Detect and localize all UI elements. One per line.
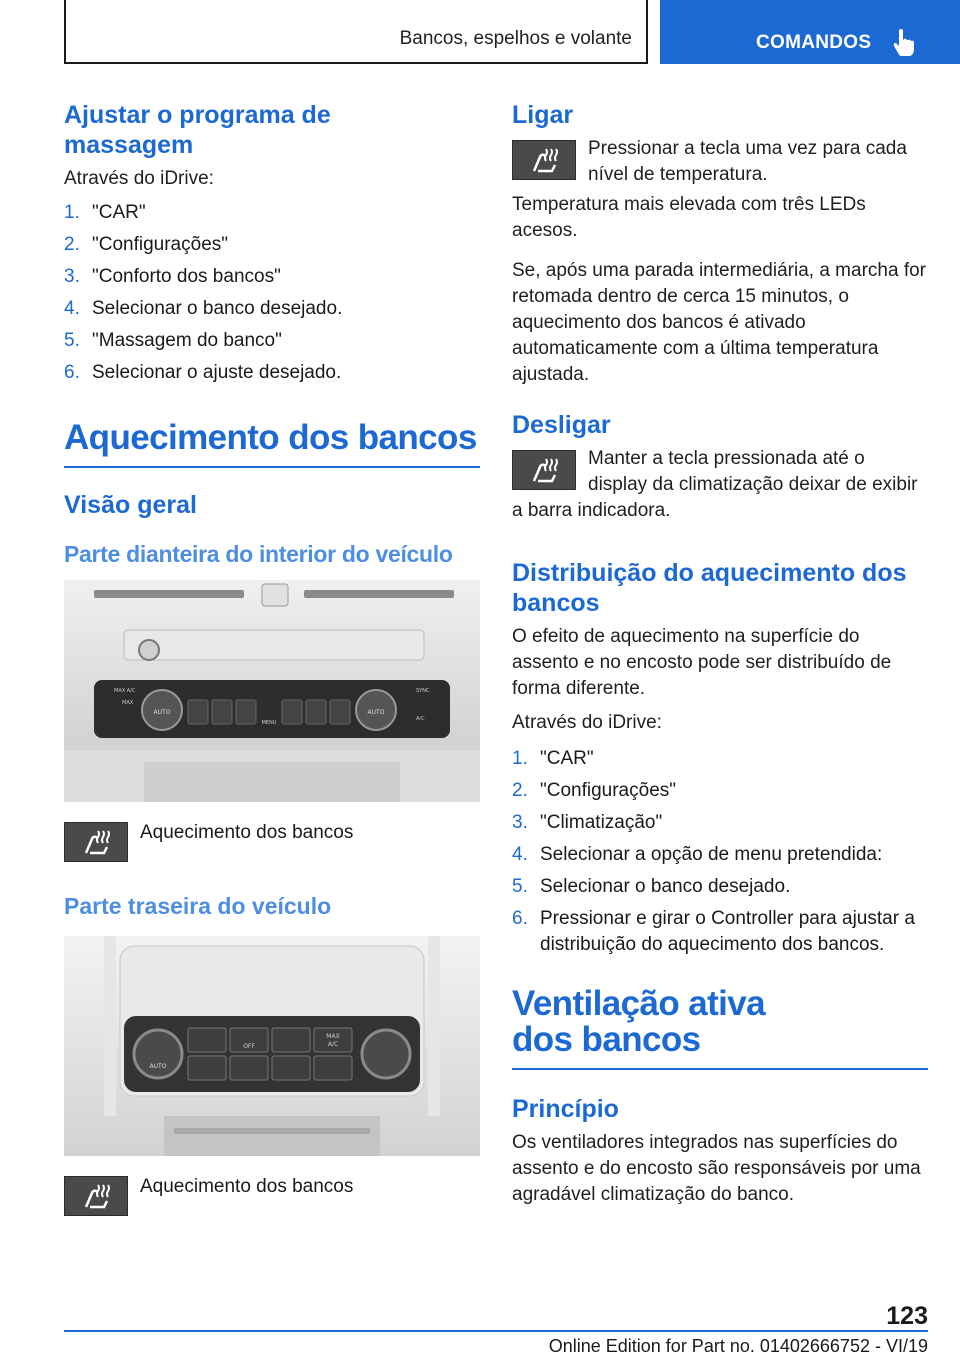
- seat-heating-icon: [64, 1176, 128, 1216]
- principle-heading: Princípio: [512, 1095, 619, 1123]
- list-item: 3. "Conforto dos bancos": [64, 266, 281, 287]
- on-text-3: Se, após uma parada intermediária, a marcha for retomada dentro de cerca 15 minutos, o aquecimento dos bancos é ativado automaticamente com a última temperatura ajustada.: [512, 260, 926, 385]
- front-menu: MENU: [261, 720, 277, 726]
- off-heading: Desligar: [512, 411, 611, 439]
- rear-off: OFF: [243, 1043, 255, 1050]
- chapter-heading: Aquecimento dos bancos: [64, 420, 480, 468]
- chapter-tab: [660, 0, 960, 64]
- overview-heading: Visão geral: [64, 491, 197, 519]
- rear-heading: Parte traseira do veículo: [64, 893, 332, 919]
- off-row: [512, 446, 928, 524]
- off-text: Manter a tecla pressionada até o display da climatização deixar de exibir a barra indicadora.: [512, 448, 918, 521]
- right-column: [512, 100, 928, 1208]
- list-item: 5. "Massagem do banco": [64, 330, 282, 351]
- list-item: 3. "Climatização": [512, 812, 663, 833]
- list-item: 2. "Configurações": [64, 234, 229, 255]
- list-item: 1. "CAR": [512, 748, 594, 769]
- rear-climate-panel-photo: [64, 936, 480, 1156]
- list-item: 6. Pressionar e girar o Controller para ajustar a distribuição do aquecimento dos bancos.: [512, 908, 915, 955]
- front-ac: A/C: [416, 716, 425, 722]
- front-heading: Parte dianteira do interior do veículo: [64, 541, 453, 567]
- rear-auto: AUTO: [149, 1063, 167, 1070]
- seat-heating-icon: [512, 140, 576, 180]
- page-number: 123: [886, 1302, 928, 1330]
- ventilation-heading: Ventilação ativa dos bancos: [512, 986, 928, 1070]
- front-caption: Aquecimento dos bancos: [140, 822, 354, 843]
- chapter-label: COMANDOS: [756, 32, 872, 53]
- footer-edition: Online Edition for Part no. 01402666752 - VI/19: [548, 1336, 928, 1356]
- distribution-intro: Através do iDrive:: [512, 712, 662, 733]
- front-climate-panel-photo: [64, 580, 480, 802]
- left-column: [64, 100, 480, 1216]
- massage-steps: [64, 200, 480, 386]
- rear-caption-row: [64, 1176, 480, 1216]
- list-item: 1. "CAR": [64, 202, 146, 223]
- front-sync: SYNC: [416, 688, 430, 694]
- distribution-heading: Distribuição do aquecimento dos bancos: [512, 559, 907, 617]
- running-header: [64, 0, 648, 64]
- principle-text: Os ventiladores integrados nas superfícies do assento e do encosto são responsáveis por uma agradável climatização do banco.: [512, 1132, 921, 1205]
- on-text: Pressionar a tecla uma vez para cada nível de temperatura.: [588, 138, 907, 185]
- list-item: 2. "Configurações": [512, 780, 677, 801]
- front-max-ac: MAX A/C: [114, 688, 136, 694]
- front-max: MAX: [122, 700, 134, 706]
- massage-heading: Ajustar o programa de massagem: [64, 101, 331, 159]
- distribution-text: O efeito de aquecimento na superfície do assento e no encosto pode ser distribuído de forma diferente.: [512, 626, 892, 699]
- footer-divider: [64, 1330, 928, 1332]
- list-item: 6. Selecionar o ajuste desejado.: [64, 362, 342, 383]
- rear-caption: Aquecimento dos bancos: [140, 1176, 354, 1197]
- front-auto-right: AUTO: [367, 709, 385, 716]
- rear-max: MAX: [326, 1033, 340, 1040]
- on-row: [512, 136, 928, 188]
- seat-heating-icon: [512, 450, 576, 490]
- front-caption-row: [64, 822, 480, 862]
- front-auto-left: AUTO: [153, 709, 171, 716]
- distribution-steps: [512, 746, 928, 958]
- list-item: 4. Selecionar o banco desejado.: [64, 298, 343, 319]
- on-text-2: Temperatura mais elevada com três LEDs acesos.: [512, 194, 866, 241]
- massage-intro: Através do iDrive:: [64, 168, 214, 189]
- rear-ac: A/C: [327, 1041, 339, 1048]
- pointing-hand-icon: [893, 28, 915, 56]
- list-item: 4. Selecionar a opção de menu pretendida:: [512, 844, 883, 865]
- section-title: Bancos, espelhos e volante: [399, 28, 632, 49]
- list-item: 5. Selecionar o banco desejado.: [512, 876, 791, 897]
- seat-heating-icon: [64, 822, 128, 862]
- on-heading: Ligar: [512, 101, 574, 129]
